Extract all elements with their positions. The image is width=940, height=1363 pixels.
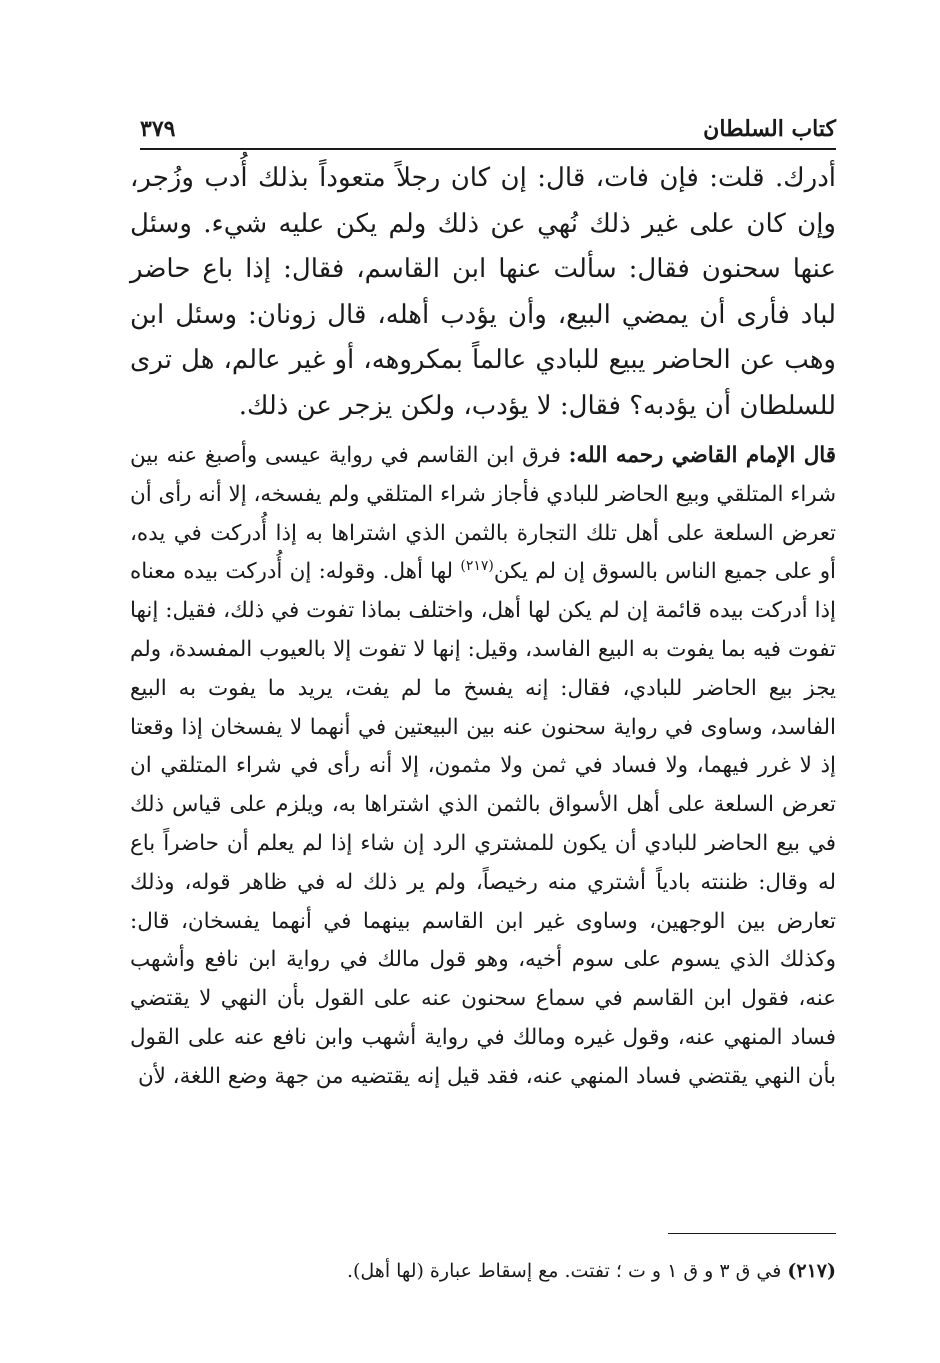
running-title: كتاب السلطان: [703, 116, 836, 142]
speaker-heading: قال الإمام القاضي رحمه الله:: [568, 443, 836, 468]
footnote: [160, 1256, 836, 1286]
footnote-text: في ق ٣ و ق ١ و ت ؛ تفتت. مع إسقاط عبارة (لها أهل).: [346, 1260, 782, 1282]
footnote-reference: (٢١٧): [460, 558, 494, 575]
page-number: ٣٧٩: [140, 116, 176, 142]
paragraph-2-text-a: فرق ابن القاسم في رواية عيسى وأصبغ عنه بين شراء المتلقي وبيع الحاضر للبادي فأجاز شراء المتلقي ولم يفسخه، إلا أنه رأى أن تعرض السلعة على أهل تلك التجارة بالثمن الذي اشتراها به إذا أُدركت في يده، أو على جميع الناس بالسوق إن لم يكن: [130, 443, 836, 585]
paragraph-1: أدرك. قلت: فإن فات، قال: إن كان رجلاً متعوداً بذلك أُدب وزُجر، وإن كان على غير ذلك نُهي عن ذلك ولم يكن عليه شيء. وسئل عنها سحنون فقال: سألت عنها ابن القاسم، فقال: إذا باع حاضر لباد فأرى أن يمضي البيع، وأن يؤدب أهله، قال زونان: وسئل ابن وهب عن الحاضر يبيع للبادي عالماً بمكروهه، أو غير عالم، هل ترى للسلطان أن يؤدبه؟ فقال: لا يؤدب، ولكن يزجر عن ذلك.: [130, 163, 836, 421]
paragraph-2: [130, 437, 836, 1097]
footnote-rule: [668, 1233, 836, 1234]
header-rule: [140, 148, 836, 150]
paragraph-2-text-b: لها أهل. وقوله: إن أُدركت بيده معناه إذا أدركت بيده قائمة إن لم يكن لها أهل، واختلف بماذا تفوت في ذلك، فقيل: إنها تفوت فيه بما يفوت به البيع الفاسد، وقيل: إنها لا تفوت إلا بالعيوب المفسدة، ولم يجز بيع الحاضر للبادي، فقال: إنه يفسخ ما لم يفت، يريد ما يفوت به البيع الفاسد، وساوى في رواية سحنون عنه بين البيعتين في أنهما لا يفسخان إذا وقعتا إذ لا غرر فيهما، ولا فساد في ثمن ولا مثمون، إلا أنه رأى في شراء المتلقي ان تعرض السلعة على أهل الأسواق بالثمن الذي اشتراها به، ويلزم على قياس ذلك في بيع الحاضر للبادي أن يكون للمشتري الرد إن شاء إذا لم يعلم أن حاضراً باع له وقال: ظننته بادياً أشتري منه رخيصاً، ولم ير ذلك له في ظاهر قوله، وذلك تعارض بين الوجهين، وساوى غير ابن القاسم بينهما في أنهما يفسخان، قال: وكذلك الذي يسوم على سوم أخيه، وهو قول مالك في رواية ابن نافع وأشهب عنه، فقول ابن القاسم في سماع سحنون عنه على القول بأن النهي لا يقتضي فساد المنهي عنه، وقول غيره ومالك في رواية أشهب وابن نافع عنه على القول بأن النهي يقتضي فساد المنهي عنه، فقد قيل إنه يقتضيه من جهة وضع اللغة، لأن: [130, 559, 836, 1089]
page-header: [140, 112, 836, 148]
footnote-number: (٢١٧): [787, 1260, 836, 1282]
main-text: [130, 156, 836, 1097]
